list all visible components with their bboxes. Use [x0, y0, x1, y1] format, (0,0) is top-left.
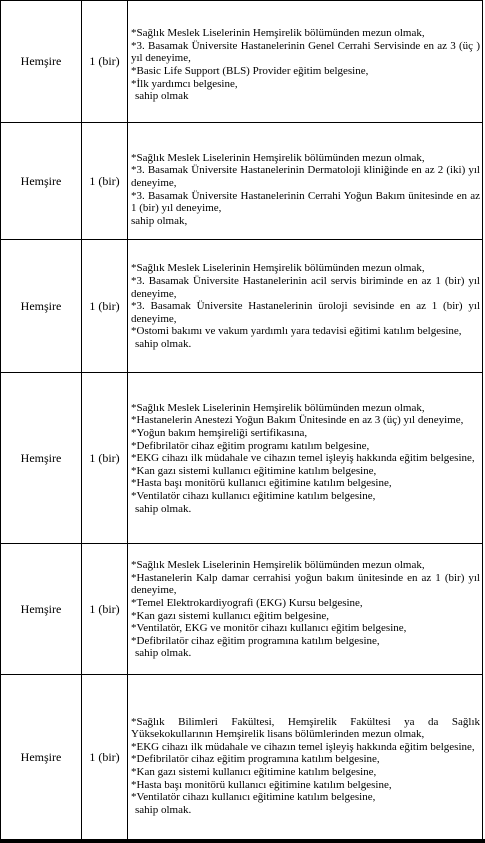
table-row	[1, 1, 483, 123]
requirement-line: *Kan gazı sistemi kullanıcı eğitimine katılım belgesine,	[131, 766, 377, 778]
position-title: Hemşire	[1, 675, 82, 841]
requirement-line: *Ventilatör cihazı kullanıcı eğitimine katılım belgesine,	[131, 489, 376, 502]
requirement-line: *Defibrilatör cihaz eğitim programına katılım belgesine,	[131, 753, 380, 766]
requirements-cell	[128, 123, 483, 240]
requirements-list	[128, 20, 482, 103]
requirement-line: *Sağlık Meslek Liselerinin Hemşirelik bölümünden mezun olmak,	[131, 559, 425, 572]
requirements-cell	[128, 544, 483, 675]
bottom-border-rule	[0, 839, 485, 843]
table-row	[1, 544, 483, 675]
position-title: Hemşire	[1, 1, 82, 123]
requirements-cell	[128, 1, 483, 123]
requirements-cell	[128, 240, 483, 373]
requirement-line: *Sağlık Meslek Liselerinin Hemşirelik bölümünden mezun olmak,	[131, 27, 425, 40]
requirement-line: *3. Basamak Üniversite Hastanelerinin Genel Cerrahi Servisinde en az 3 (üç ) yıl deneyime,	[131, 39, 480, 65]
requirement-line: sahip olmak.	[135, 502, 192, 515]
requirement-line: *Ostomi bakımı ve vakum yardımlı yara tedavisi eğitimi katılım belgesine,	[131, 325, 462, 338]
requirement-line: *Hasta başı monitörü kullanıcı eğitimine katılım belgesine,	[131, 778, 392, 791]
position-count: 1 (bir)	[82, 544, 128, 675]
requirement-line: *EKG cihazı ilk müdahale ve cihazın temel işleyiş hakkında eğitim belgesine,	[131, 452, 475, 465]
requirement-line: *Hasta başı monitörü kullanıcı eğitimine katılım belgesine,	[131, 477, 392, 490]
position-title: Hemşire	[1, 544, 82, 675]
position-count: 1 (bir)	[82, 123, 128, 240]
position-count: 1 (bir)	[82, 240, 128, 373]
position-count: 1 (bir)	[82, 1, 128, 123]
requirement-line: *Hastanelerin Kalp damar cerrahisi yoğun bakım ünitesinde en az 1 (bir) yıl deneyime,	[131, 571, 480, 597]
position-count: 1 (bir)	[82, 373, 128, 544]
requirement-line: sahip olmak.	[135, 803, 192, 816]
table-row	[1, 123, 483, 240]
position-count: 1 (bir)	[82, 675, 128, 841]
requirement-line: *İlk yardımcı belgesine,	[131, 77, 238, 90]
requirements-list	[128, 261, 482, 350]
requirement-line: *Kan gazı sistemi kullanıcı eğitimine katılım belgesine,	[131, 464, 377, 477]
requirement-line: *Sağlık Meslek Liselerinin Hemşirelik bölümünden mezun olmak,	[131, 401, 425, 414]
requirement-line: *Ventilatör cihazı kullanıcı eğitimine katılım belgesine,	[131, 791, 376, 804]
requirement-line: *3. Basamak Üniversite Hastanelerinin Dermatoloji kliniğinde en az 2 (iki) yıl deneyime,	[131, 164, 480, 189]
requirement-line: *Kan gazı sistemi kullanıcı eğitim belgesine,	[131, 609, 329, 622]
requirement-line: *Basic Life Support (BLS) Provider eğitim belgesine,	[131, 65, 369, 77]
requirement-line: *3. Basamak Üniversite Hastanelerinin Cerrahi Yoğun Bakım ünitesinde en az 1 (bir) yıl deneyime,	[131, 189, 480, 215]
requirement-line: *Sağlık Meslek Liselerinin Hemşirelik bölümünden mezun olmak,	[131, 262, 425, 275]
requirement-line: *3. Basamak Üniversite Hastanelerinin üroloji sevisinde en az 1 (bir) yıl deneyime,	[131, 300, 480, 325]
position-title: Hemşire	[1, 240, 82, 373]
requirement-line: *Yoğun bakım hemşireliği sertifikasına,	[131, 427, 308, 440]
requirements-list	[128, 135, 482, 228]
requirement-line: sahip olmak.	[135, 337, 192, 350]
requirement-line: *Defibrilatör cihaz eğitim programına katılım belgesine,	[131, 634, 380, 647]
requirements-cell	[128, 373, 483, 544]
requirements-list	[128, 558, 482, 660]
requirement-line: *Hastanelerin Anestezi Yoğun Bakım Ünitesinde en az 3 (üç) yıl deneyime,	[131, 414, 464, 427]
requirement-line: sahip olmak	[135, 90, 189, 103]
requirement-line: *3. Basamak Üniversite Hastanelerinin acil servis biriminde en az 1 (bir) yıl deneyime,	[131, 275, 480, 300]
requirement-line: sahip olmak.	[135, 647, 192, 660]
requirements-cell	[128, 675, 483, 841]
requirement-line: sahip olmak,	[131, 214, 188, 227]
requirement-line: *Sağlık Meslek Liselerinin Hemşirelik bölümünden mezun olmak,	[131, 151, 425, 164]
table-row	[1, 675, 483, 841]
requirement-line: *EKG cihazı ilk müdahale ve cihazın temel işleyiş hakkında eğitim belgesine,	[131, 740, 475, 753]
requirements-list	[128, 699, 482, 817]
requirement-line: *Defibrilatör cihaz eğitim programı katılım belgesine,	[131, 439, 370, 452]
position-title: Hemşire	[1, 373, 82, 544]
table-row	[1, 240, 483, 373]
requirement-line: *Temel Elektrokardiyografi (EKG) Kursu belgesine,	[131, 596, 363, 609]
requirement-line: *Sağlık Bilimleri Fakültesi, Hemşirelik Fakültesi ya da Sağlık Yüksekokullarının Hemşirelik lisans bölümlerinden mezun olmak,	[131, 715, 480, 741]
requirement-line: *Ventilatör, EKG ve monitör cihazı kullanıcı eğitim belgesine,	[131, 622, 407, 635]
requirements-list	[128, 401, 482, 515]
position-title: Hemşire	[1, 123, 82, 240]
table-row	[1, 373, 483, 544]
